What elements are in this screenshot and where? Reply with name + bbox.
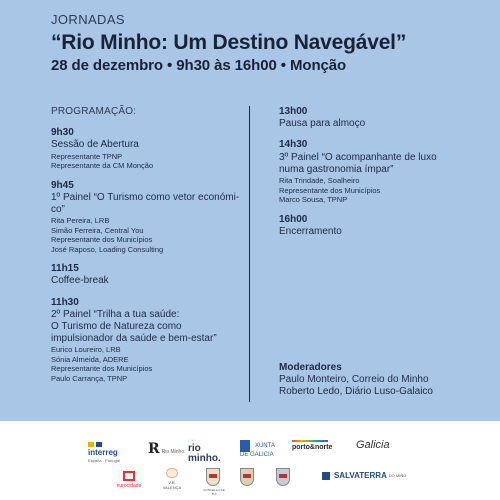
header (51, 12, 471, 74)
moderator-name: Paulo Monteiro, Correio do Minho (279, 374, 429, 386)
program-time: 11h30 (51, 296, 79, 308)
program-right-column (279, 106, 479, 247)
galicia-logo: Galicia (356, 439, 390, 451)
program-event: co” (51, 204, 65, 216)
program-speaker: Simão Ferreira, Central You (51, 225, 144, 235)
moderator-name: Roberto Ledo, Diário Luso-Galaico (279, 386, 433, 398)
event-title: “Rio Minho: Um Destino Navegável” (51, 31, 407, 54)
municipal-crest-icon (240, 468, 254, 486)
program-item (279, 106, 479, 130)
square-icon (123, 471, 135, 481)
program-speaker: Eurico Loureiro, LRB (51, 345, 121, 355)
program-event: Sessão de Abertura (51, 139, 139, 151)
program-event: 2º Painel “Trilha a tua saúde: (51, 308, 180, 320)
eurocidade-logo: eurocidade (115, 471, 143, 489)
program-left-column (51, 106, 241, 392)
program-speaker: Representante TPNP (51, 151, 123, 161)
eu-flag-icon (96, 442, 102, 447)
program-speaker: Representante dos Municípios (279, 185, 381, 195)
xunta-logo: XUNTA DE GALICIA (240, 440, 275, 459)
porto-norte-logo: porto&norte (292, 440, 328, 451)
rio-minho-r-logo: R Rio Minho (148, 441, 185, 457)
program-speaker: Marco Sousa, TPNP (279, 195, 348, 205)
program-event: O Turismo de Natureza como (51, 321, 182, 333)
program-speaker: Rita Trindade, Soalheiro (279, 176, 360, 186)
program-event: Pausa para almoço (279, 118, 366, 130)
sponsor-logos (0, 421, 500, 500)
heart-icon (166, 468, 178, 478)
kicker: JORNADAS (51, 12, 125, 27)
program-time: 14h30 (279, 139, 308, 151)
color-bar-icon (292, 440, 328, 442)
program-label: PROGRAMAÇÃO: (51, 106, 137, 117)
program-event: 1º Painel “O Turismo como vetor económi- (51, 191, 240, 203)
event-date-time-place: 28 de dezembro • 9h30 às 16h00 • Monção (51, 57, 347, 74)
program-time: 11h15 (51, 263, 79, 275)
program-speaker: Representante dos Municípios (51, 364, 153, 374)
program-speaker: José Raposo, Loading Consulting (51, 244, 164, 254)
program-item (279, 139, 479, 204)
interreg-logo: interreg España - Portugal (88, 441, 132, 463)
program-item (279, 214, 479, 238)
salvaterra-logo: SALVATERRA DO MIÑO (322, 471, 406, 480)
crest-icon (240, 440, 250, 452)
program-item (51, 263, 241, 287)
valenca-logo: V.R. VALENÇA (160, 468, 184, 490)
program-item (51, 297, 241, 384)
program-speaker: Rita Pereira, LRB (51, 216, 110, 226)
municipal-crest-icon: CONCELLO DE TUI (206, 468, 220, 486)
program-time: 9h30 (51, 127, 74, 139)
moderators-heading: Moderadores (279, 362, 342, 373)
dots-icon: ∙·∙ (188, 437, 198, 444)
moderators (279, 362, 489, 399)
program-event: Encerramento (279, 225, 342, 237)
program-speaker: Representante da CM Monção (51, 161, 154, 171)
rio-minho-logo: ∙·∙ rio minho. (188, 437, 221, 464)
program-time: 16h00 (279, 213, 308, 225)
program-time: 13h00 (279, 106, 308, 117)
program-speaker: Representante dos Municípios (51, 235, 153, 245)
program-time: 9h45 (51, 179, 74, 191)
square-icon (322, 472, 330, 480)
program-event: Coffee-break (51, 275, 109, 287)
flag-icon (88, 442, 94, 447)
program-speaker: Sónia Almeida, ADERE (51, 354, 129, 364)
municipal-crest-icon (276, 468, 290, 486)
program-event: 3º Painel “O acompanhante de luxo (279, 151, 437, 163)
program-speaker: Paulo Carrança, TPNP (51, 373, 128, 383)
program-event: impulsionador da saúde e bem-estar” (51, 333, 217, 345)
program-item (51, 180, 241, 255)
program-item (51, 127, 241, 170)
column-divider (249, 106, 250, 402)
program-event: numa gastronomia ímpar” (279, 163, 394, 175)
